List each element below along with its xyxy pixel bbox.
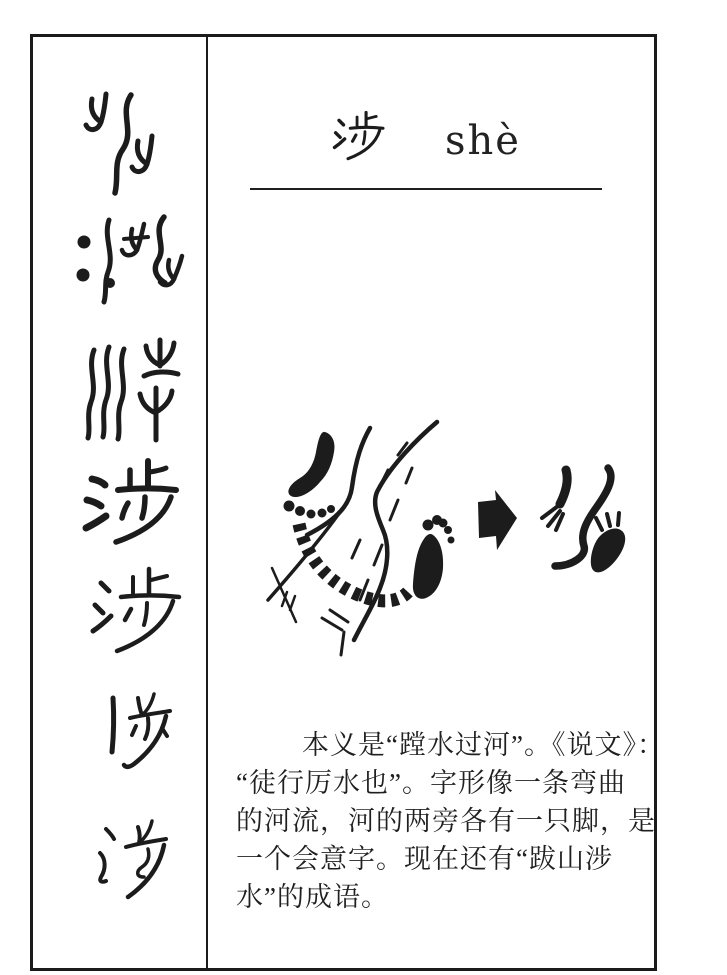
script-form-seal — [78, 335, 196, 449]
script-form-clerical — [78, 455, 196, 555]
title-underline — [250, 188, 602, 190]
script-form-cursive — [90, 815, 190, 907]
explanation-paragraph — [236, 726, 665, 916]
pinyin-label: shè — [445, 118, 521, 164]
page-frame — [30, 34, 665, 971]
winding-river — [268, 422, 437, 655]
paragraph-line: 一个会意字。现在还有“跋山涉 — [236, 844, 613, 874]
script-form-oracle-bone — [75, 90, 170, 197]
script-form-regular — [85, 565, 195, 660]
ancient-character-form — [542, 468, 625, 572]
script-form-running — [92, 688, 192, 780]
paragraph-line: “徒行厉水也”。字形像一条弯曲 — [236, 768, 626, 798]
right-footprint — [413, 515, 455, 599]
stepping-stones — [299, 524, 408, 601]
paragraph-line: 水”的成语。 — [236, 882, 389, 912]
paragraph-line: 的河流，河的两旁各有一只脚，是 — [236, 806, 656, 836]
left-footprint — [284, 432, 336, 519]
column-divider — [206, 37, 208, 968]
etymology-illustration — [250, 418, 650, 663]
right-arrow-icon — [478, 490, 517, 550]
script-form-bronze — [72, 212, 194, 312]
page-title-character-she — [330, 105, 392, 169]
paragraph-line: 本义是“蹚水过河”。《说文》： — [302, 730, 665, 760]
